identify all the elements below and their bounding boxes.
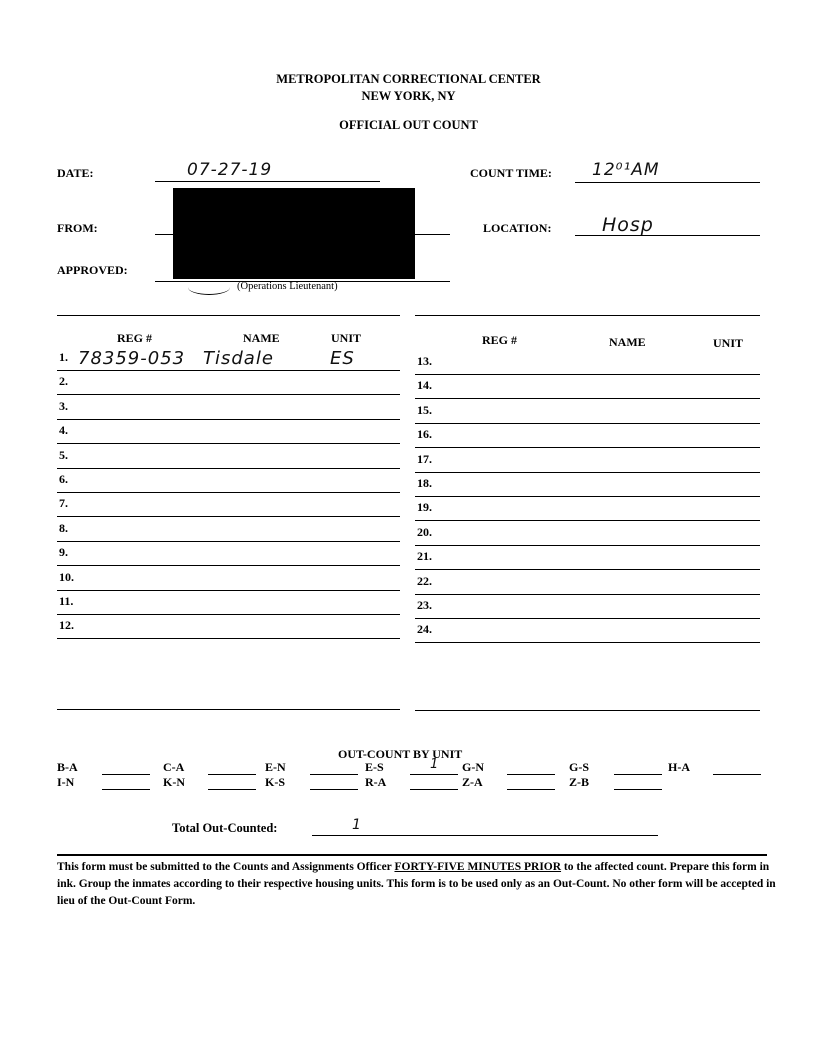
unit-label: K-N bbox=[163, 775, 185, 789]
location-value[interactable]: Hosp bbox=[602, 214, 654, 236]
row-number: 12. bbox=[59, 618, 74, 633]
col-unit-left: UNIT bbox=[331, 331, 362, 345]
count-time-label: COUNT TIME: bbox=[470, 166, 552, 180]
row-number: 7. bbox=[59, 496, 68, 511]
unit-label: C-A bbox=[163, 760, 185, 774]
row-number: 17. bbox=[417, 451, 432, 466]
row-number: 22. bbox=[417, 573, 432, 588]
unit-label: K-S bbox=[265, 775, 286, 789]
count-time-value[interactable]: 12⁰¹AM bbox=[592, 160, 660, 180]
date-value[interactable]: 07-27-19 bbox=[187, 160, 273, 180]
col-name-left: NAME bbox=[243, 331, 280, 345]
unit-label: Z-B bbox=[569, 775, 590, 789]
header-line2: NEW YORK, NY bbox=[361, 89, 456, 103]
row-number: 1. bbox=[59, 350, 68, 364]
unit-label: E-N bbox=[265, 760, 286, 774]
row-number: 3. bbox=[59, 398, 68, 413]
unit-label: E-S bbox=[365, 760, 384, 774]
signature-mark bbox=[188, 280, 230, 295]
form-title: OFFICIAL OUT COUNT bbox=[339, 118, 478, 132]
row-name[interactable]: Tisdale bbox=[203, 348, 274, 369]
approved-caption: (Operations Lieutenant) bbox=[237, 281, 338, 292]
redaction-box bbox=[173, 188, 415, 279]
unit-value[interactable]: 1 bbox=[430, 757, 440, 772]
from-label: FROM: bbox=[57, 221, 98, 235]
header-line1: METROPOLITAN CORRECTIONAL CENTER bbox=[276, 72, 541, 86]
unit-label: G-N bbox=[462, 760, 484, 774]
row-number: 10. bbox=[59, 569, 74, 584]
row-number: 23. bbox=[417, 598, 432, 612]
approved-label: APPROVED: bbox=[57, 263, 128, 277]
total-value[interactable]: 1 bbox=[352, 817, 362, 833]
by-unit-title: OUT-COUNT BY UNIT bbox=[338, 747, 463, 761]
row-number: 19. bbox=[417, 500, 432, 515]
col-name-right: NAME bbox=[609, 335, 646, 349]
unit-label: G-S bbox=[569, 760, 590, 774]
row-number: 9. bbox=[59, 545, 68, 560]
row-number: 18. bbox=[417, 476, 432, 490]
col-unit-right: UNIT bbox=[713, 336, 744, 350]
row-number: 20. bbox=[417, 524, 432, 539]
row-number: 14. bbox=[417, 378, 432, 393]
notice-text: This form must be submitted to the Counts and Assignments Officer FORTY-FIVE MINUTES PRIOR to the affected count. Prepare this form in ink. Group the inmates according to their respective housing units. This form is to be used only as an Out-Count. No other form will be accepted in lieu of the Out-Count Form. bbox=[57, 861, 776, 907]
unit-label: I-N bbox=[57, 775, 75, 789]
row-number: 8. bbox=[59, 520, 68, 535]
col-reg-right: REG # bbox=[482, 333, 518, 347]
row-number: 16. bbox=[417, 427, 432, 442]
unit-label: B-A bbox=[57, 760, 78, 774]
unit-label: H-A bbox=[668, 760, 690, 774]
row-number: 4. bbox=[59, 423, 68, 438]
total-label: Total Out-Counted: bbox=[172, 821, 278, 835]
row-number: 13. bbox=[417, 354, 432, 368]
row-number: 6. bbox=[59, 472, 68, 486]
row-number: 2. bbox=[59, 374, 68, 389]
row-number: 5. bbox=[59, 447, 68, 462]
row-number: 15. bbox=[417, 402, 432, 417]
row-reg[interactable]: 78359-053 bbox=[78, 348, 186, 369]
date-label: DATE: bbox=[57, 166, 94, 180]
location-label: LOCATION: bbox=[483, 221, 552, 235]
row-number: 24. bbox=[417, 622, 432, 637]
col-reg-left: REG # bbox=[117, 331, 153, 345]
row-unit[interactable]: ES bbox=[330, 348, 355, 369]
row-number: 11. bbox=[59, 594, 74, 608]
unit-label: R-A bbox=[365, 775, 387, 789]
unit-label: Z-A bbox=[462, 775, 483, 789]
row-number: 21. bbox=[417, 549, 432, 564]
